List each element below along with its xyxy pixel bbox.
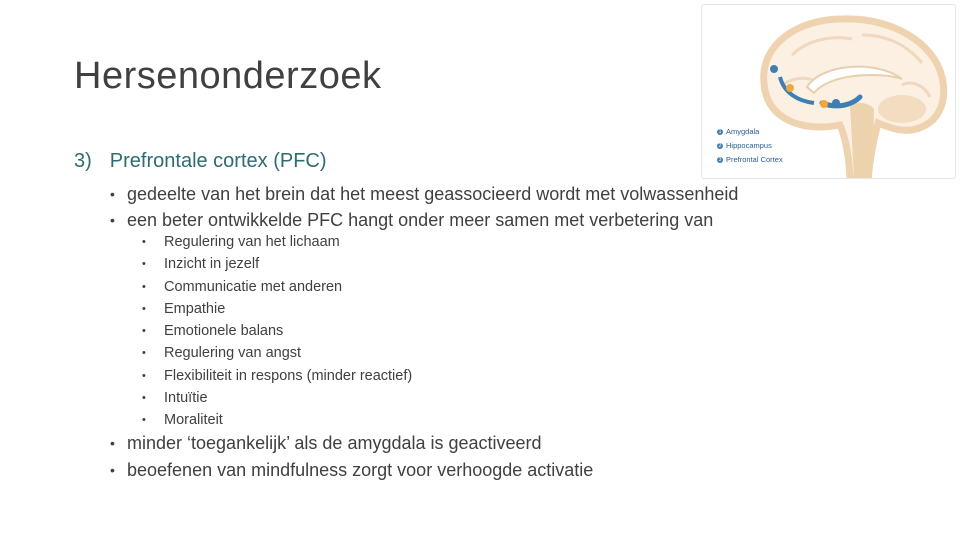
list-item — [142, 387, 412, 409]
list-item — [142, 253, 412, 275]
list-item-text: een beter ontwikkelde PFC hangt onder meer samen met verbetering van — [127, 210, 714, 230]
list-item — [142, 409, 412, 431]
list-item — [142, 342, 412, 364]
list-item-text: Regulering van angst — [164, 345, 302, 362]
bullet-glyph: • — [142, 347, 146, 360]
marker-3-icon — [820, 100, 828, 108]
section-heading-text: Prefrontale cortex (PFC) — [109, 150, 327, 172]
top-bullet-list — [110, 181, 738, 233]
list-item — [110, 181, 738, 207]
brain-figure — [701, 4, 956, 179]
section-number: 3) — [74, 150, 92, 172]
list-item-text: Emotionele balans — [164, 323, 284, 340]
bullet-glyph: • — [110, 435, 115, 451]
legend-label: Amygdala — [726, 127, 760, 136]
legend-label: Prefrontal Cortex — [726, 155, 783, 164]
list-item-text: Communicatie met anderen — [164, 278, 343, 295]
legend-item — [717, 139, 783, 153]
list-item-text: gedeelte van het brein dat het meest geassocieerd wordt met volwassenheid — [127, 184, 739, 204]
list-item — [142, 231, 412, 253]
list-item-text: Inzicht in jezelf — [164, 256, 260, 273]
bullet-glyph: • — [142, 280, 146, 293]
bullet-glyph: • — [142, 392, 146, 405]
cerebellum — [878, 95, 926, 123]
list-item — [142, 320, 412, 342]
legend-label: Hippocampus — [726, 141, 772, 150]
list-item-text: Empathie — [164, 300, 226, 317]
bullet-glyph: • — [142, 414, 146, 427]
legend-item — [717, 125, 783, 139]
bullet-glyph: • — [142, 236, 146, 248]
bullet-glyph: • — [142, 325, 146, 338]
bullet-glyph: • — [142, 258, 146, 271]
sub-bullet-list — [142, 231, 412, 432]
bullet-glyph: • — [142, 302, 146, 315]
marker-4-icon — [832, 99, 840, 107]
list-item-text: Regulering van het lichaam — [164, 234, 340, 250]
legend-dot-icon: 3 — [718, 157, 722, 163]
list-item — [142, 298, 412, 320]
marker-2-icon — [786, 84, 794, 92]
slide-title: Hersenonderzoek — [74, 55, 382, 97]
marker-1-icon — [770, 65, 778, 73]
legend-dot-icon: 1 — [718, 129, 722, 135]
brainstem — [850, 103, 874, 178]
figure-legend — [717, 125, 783, 167]
list-item-text: beoefenen van mindfulness zorgt voor verhoogde activatie — [127, 460, 594, 480]
list-item — [110, 457, 593, 484]
bullet-glyph: • — [110, 212, 115, 228]
list-item-text: Moraliteit — [164, 412, 223, 429]
list-item — [110, 430, 593, 457]
bullet-glyph: • — [110, 186, 115, 202]
section-heading — [74, 150, 327, 173]
list-item — [142, 276, 412, 298]
list-item — [110, 207, 738, 233]
legend-dot-icon: 2 — [718, 143, 722, 149]
list-item-text: Flexibiliteit in respons (minder reactief) — [164, 367, 413, 384]
bottom-bullet-list — [110, 430, 593, 484]
list-item — [142, 365, 412, 387]
bullet-glyph: • — [110, 462, 115, 478]
legend-item — [717, 153, 783, 167]
list-item-text: Intuïtie — [164, 390, 208, 407]
list-item-text: minder ‘toegankelijk’ als de amygdala is geactiveerd — [127, 433, 542, 453]
bullet-glyph: • — [142, 369, 146, 382]
